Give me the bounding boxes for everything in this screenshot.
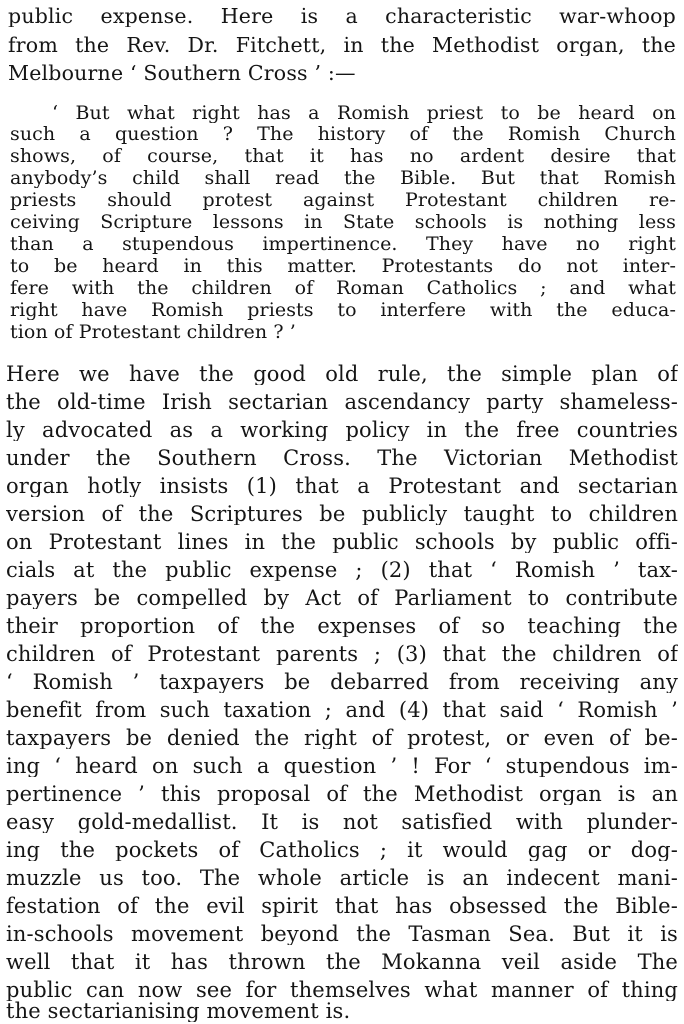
quote-line: such a question ? The history of the Romish Church xyxy=(10,125,676,144)
body-line: the sectarianising movement is. xyxy=(6,1001,351,1022)
quote-line: tion of Protestant children ? ’ xyxy=(10,323,296,342)
body-line: ‘ Romish ’ taxpayers be debarred from receiving any xyxy=(6,672,678,693)
body-line: ing the pockets of Catholics ; it would gag or dog- xyxy=(6,840,678,861)
body-line: well that it has thrown the Mokanna veil aside The xyxy=(6,952,678,973)
body-line: payers be compelled by Act of Parliament to contribute xyxy=(6,588,678,609)
body-line: under the Southern Cross. The Victorian Methodist xyxy=(6,448,678,469)
body-line: benefit from such taxation ; and (4) that said ‘ Romish ’ xyxy=(6,700,678,721)
body-line: the old-time Irish sectarian ascendancy party shameless- xyxy=(6,392,678,413)
body-line: festation of the evil spirit that has obsessed the Bible- xyxy=(6,896,678,917)
body-line: children of Protestant parents ; (3) that the children of xyxy=(6,644,678,665)
body-line: version of the Scriptures be publicly taught to children xyxy=(6,504,678,525)
intro-line: from the Rev. Dr. Fitchett, in the Methodist organ, the xyxy=(8,35,676,56)
body-line: cials at the public expense ; (2) that ‘ Romish ’ tax- xyxy=(6,560,678,581)
body-line: pertinence ’ this proposal of the Methodist organ is an xyxy=(6,784,678,805)
quote-line: anybody’s child shall read the Bible. But that Romish xyxy=(10,169,676,188)
quote-line: ceiving Scripture lessons in State schools is nothing less xyxy=(10,213,676,232)
body-line: on Protestant lines in the public schools by public offi- xyxy=(6,532,678,553)
body-line: in-schools movement beyond the Tasman Sea. But it is xyxy=(6,924,678,945)
intro-line: public expense. Here is a characteristic war-whoop xyxy=(8,6,676,27)
body-line: easy gold-medallist. It is not satisfied with plunder- xyxy=(6,812,678,833)
quote-line: priests should protest against Protestant children re- xyxy=(10,191,676,210)
quote-line: right have Romish priests to interfere with the educa- xyxy=(10,301,676,320)
quote-line: shows, of course, that it has no ardent desire that xyxy=(10,147,676,166)
quote-line: ‘ But what right has a Romish priest to be heard on xyxy=(52,104,676,123)
quote-line: to be heard in this matter. Protestants do not inter- xyxy=(10,257,676,276)
quote-line: fere with the children of Roman Catholics ; and what xyxy=(10,279,676,298)
body-line: public can now see for themselves what manner of thing xyxy=(6,980,678,1001)
body-line: muzzle us too. The whole article is an indecent mani- xyxy=(6,868,678,889)
body-line: organ hotly insists (1) that a Protestant and sectarian xyxy=(6,476,678,497)
body-line: ing ‘ heard on such a question ’ ! For ‘ stupendous im- xyxy=(6,756,678,777)
body-line: ly advocated as a working policy in the free countries xyxy=(6,420,678,441)
body-line: their proportion of the expenses of so teaching the xyxy=(6,616,678,637)
quote-line: than a stupendous impertinence. They have no right xyxy=(10,235,676,254)
body-line: Here we have the good old rule, the simple plan of xyxy=(6,364,678,385)
intro-line: Melbourne ‘ Southern Cross ’ :— xyxy=(8,63,356,84)
body-line: taxpayers be denied the right of protest, or even of be- xyxy=(6,728,678,749)
